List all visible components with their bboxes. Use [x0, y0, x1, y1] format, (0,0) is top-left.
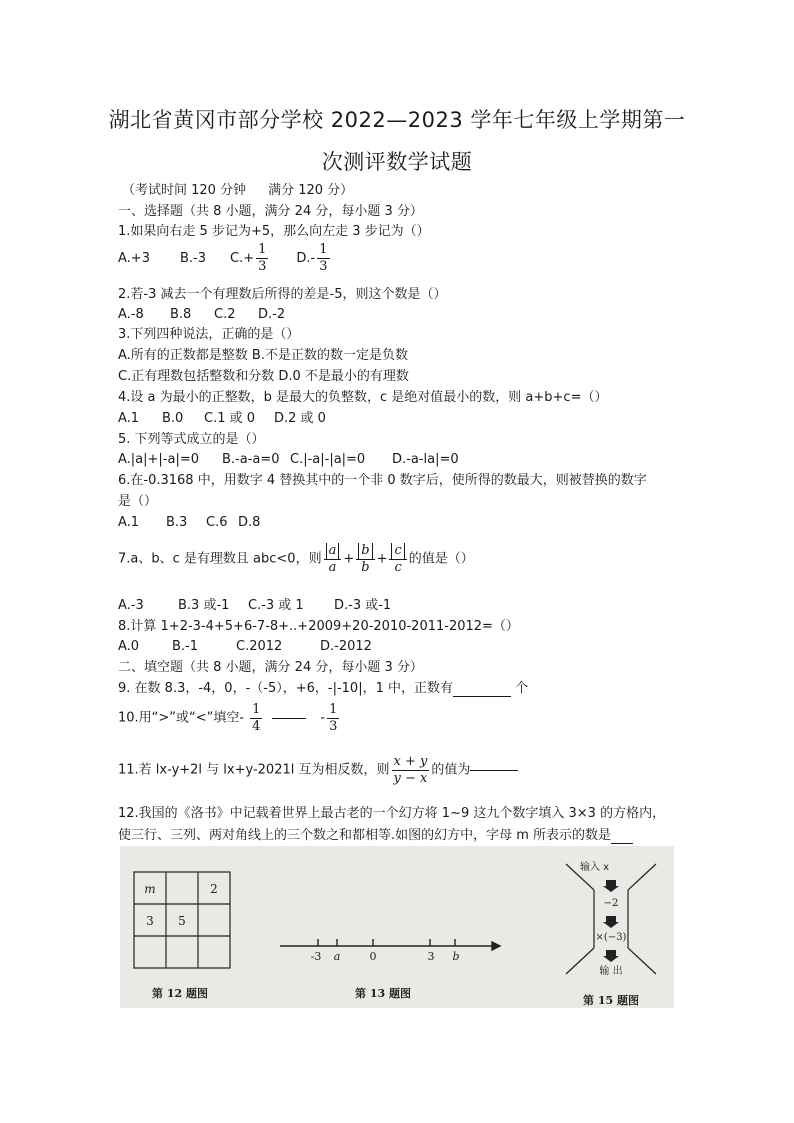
q2-option-a: A.-8 — [118, 307, 144, 322]
question-5-stem: 5. 下列等式成立的是（） — [118, 432, 265, 447]
fraction-x-plus-y-over-y-minus-x: $\frac{x + y}{y - x}$ — [393, 754, 428, 786]
caption-fig-15: 第 15 题图 — [583, 994, 639, 1007]
fraction-one-third: $\frac{1}{3}$ — [329, 702, 338, 734]
flow-input-label: 输入 x — [580, 862, 610, 873]
page-title-line2: 次测评数学试题 — [321, 150, 473, 174]
flow-arrows — [603, 880, 619, 962]
fraction-one-third: $\frac{1}{3}$ — [258, 242, 267, 274]
flow-step-minus-2: −2 — [603, 898, 619, 909]
question-1-stem: 1.如果向右走 5 步记为+5，那么向左走 3 步记为（） — [118, 224, 430, 239]
caption-fig-12: 第 12 题图 — [152, 987, 208, 1000]
question-2-stem: 2.若-3 减去一个有理数后所得的差是-5，则这个数是（） — [118, 287, 447, 302]
q7-option-a: A.-3 — [118, 598, 144, 613]
flow-step-times-neg3: ×(−3) — [595, 932, 627, 943]
exam-info — [122, 183, 353, 199]
q1-option-b: B.-3 — [180, 250, 207, 266]
question-10: 10.用“>”或“<”填空- $\frac{1}{4}$ - $\frac{1}{3}$ — [118, 702, 338, 734]
q1-option-c: C.+ $\frac{1}{3}$ — [230, 242, 267, 274]
q5-option-b: B.-a-a=0 — [222, 452, 280, 467]
question-3-stem: 3.下列四种说法，正确的是（） — [118, 327, 300, 342]
figures-svg — [120, 846, 674, 1008]
numberline-label-3: 3 — [427, 950, 435, 963]
question-4-options — [118, 411, 326, 427]
q5-option-d: D.-a-la|=0 — [392, 452, 459, 467]
q6-option-a: A.1 — [118, 515, 140, 530]
q9-answer-blank[interactable] — [453, 696, 511, 697]
fraction-abs-a-over-a: $\frac{a}{a}$ — [324, 543, 342, 576]
question-2-options — [118, 307, 285, 323]
q12-answer-blank[interactable] — [611, 843, 633, 844]
question-12-line2: 使三行、三列、两对角线上的三个数之和都相等.如图的幻方中，字母 m 所表示的数是 — [118, 828, 633, 844]
q7-option-d: D.-3 或-1 — [334, 598, 392, 613]
q2-option-d: D.-2 — [258, 307, 286, 322]
q2-option-b: B.8 — [170, 307, 192, 322]
question-1-options — [118, 242, 332, 275]
q10-answer-blank[interactable] — [272, 718, 306, 719]
question-8-stem: 8.计算 1+2-3-4+5+6-7-8+..+2009+20-2010-2011-2012=（） — [118, 619, 519, 634]
question-8-options — [118, 639, 372, 655]
question-11: 11.若 lx-y+2l 与 lx+y-2021l 互为相反数，则 $\frac{x + y}{y - x}$ 的值为 — [118, 754, 518, 787]
question-3-options-cd: C.正有理数包括整数和分数 D.0 不是最小的有理数 — [118, 369, 409, 384]
question-6-stem-line2: 是（） — [118, 494, 158, 509]
question-7-stem: 7.a、b、c 是有理数且 abc<0，则 $\frac{a}{a}$ + $\frac{b}{b}$ + $\frac{c}{c}$ 的值是（） — [118, 543, 474, 575]
q5-option-a: A.|a|+|-a|=0 — [118, 452, 199, 467]
fraction-abs-b-over-b: $\frac{b}{b}$ — [356, 543, 374, 576]
section-1-heading: 一、选择题（共 8 小题，满分 24 分，每小题 3 分） — [118, 204, 423, 219]
q11-answer-blank[interactable] — [470, 770, 518, 771]
grid-cell-3: 3 — [146, 914, 154, 928]
grid-cell-m: m — [144, 882, 156, 896]
question-6-stem-line1: 6.在-0.3168 中，用数字 4 替换其中的一个非 0 数字后，使所得的数最大，则被替换的数字 — [118, 473, 647, 488]
q4-option-c: C.1 或 0 — [204, 411, 256, 426]
question-6-options — [118, 515, 260, 531]
caption-fig-13: 第 13 题图 — [355, 987, 411, 1000]
number-line — [280, 939, 500, 950]
q7-option-b: B.3 或-1 — [178, 598, 230, 613]
grid-cell-2: 2 — [210, 882, 218, 896]
q1-option-d: D.- $\frac{1}{3}$ — [296, 242, 328, 274]
q4-option-b: B.0 — [162, 411, 184, 426]
q4-option-d: D.2 或 0 — [274, 411, 326, 426]
flow-output-label: 输 出 — [599, 966, 623, 977]
numberline-label-neg3: -3 — [310, 950, 322, 963]
numberline-label-0: 0 — [369, 950, 377, 963]
q8-option-c: C.2012 — [236, 639, 283, 654]
numberline-label-a: a — [333, 950, 341, 963]
fraction-abs-c-over-c: $\frac{c}{c}$ — [389, 543, 406, 576]
q5-option-c: C.|-a|-|a|=0 — [290, 452, 366, 467]
page-title-line1: 湖北省黄冈市部分学校 2022—2023 学年七年级上学期第一 — [108, 108, 686, 132]
question-4-stem: 4.设 a 为最小的正整数，b 是最大的负整数，c 是绝对值最小的数，则 a+b+c=（） — [118, 390, 608, 405]
q8-option-b: B.-1 — [172, 639, 199, 654]
exam-time: （考试时间 120 分钟 — [122, 183, 247, 198]
fraction-one-fourth: $\frac{1}{4}$ — [252, 702, 261, 734]
question-3-options-ab: A.所有的正数都是整数 B.不是正数的数一定是负数 — [118, 348, 408, 363]
numberline-label-b: b — [452, 950, 460, 963]
q6-option-b: B.3 — [166, 515, 188, 530]
question-7-options — [118, 598, 391, 614]
section-2-heading: 二、填空题（共 8 小题，满分 24 分，每小题 3 分） — [118, 660, 423, 675]
question-5-options — [118, 452, 459, 468]
q8-option-a: A.0 — [118, 639, 140, 654]
q4-option-a: A.1 — [118, 411, 140, 426]
question-12-line1: 12.我国的《洛书》中记载着世界上最古老的一个幻方将 1~9 这九个数字填入 3×3 的方格内， — [118, 806, 666, 821]
exam-score: 满分 120 分） — [268, 183, 354, 198]
q1-option-a: A.+3 — [118, 250, 150, 266]
q6-option-d: D.8 — [238, 515, 261, 530]
figures-photo — [120, 846, 674, 1008]
fraction-one-third: $\frac{1}{3}$ — [319, 242, 328, 274]
q6-option-c: C.6 — [206, 515, 228, 530]
q8-option-d: D.-2012 — [320, 639, 372, 654]
q2-option-c: C.2 — [214, 307, 236, 322]
grid-cell-5: 5 — [178, 914, 186, 928]
q7-option-c: C.-3 或 1 — [248, 598, 304, 613]
question-9: 9. 在数 8.3，-4，0，-（-5），+6，-|-10|，1 中，正数有 个 — [118, 681, 529, 696]
